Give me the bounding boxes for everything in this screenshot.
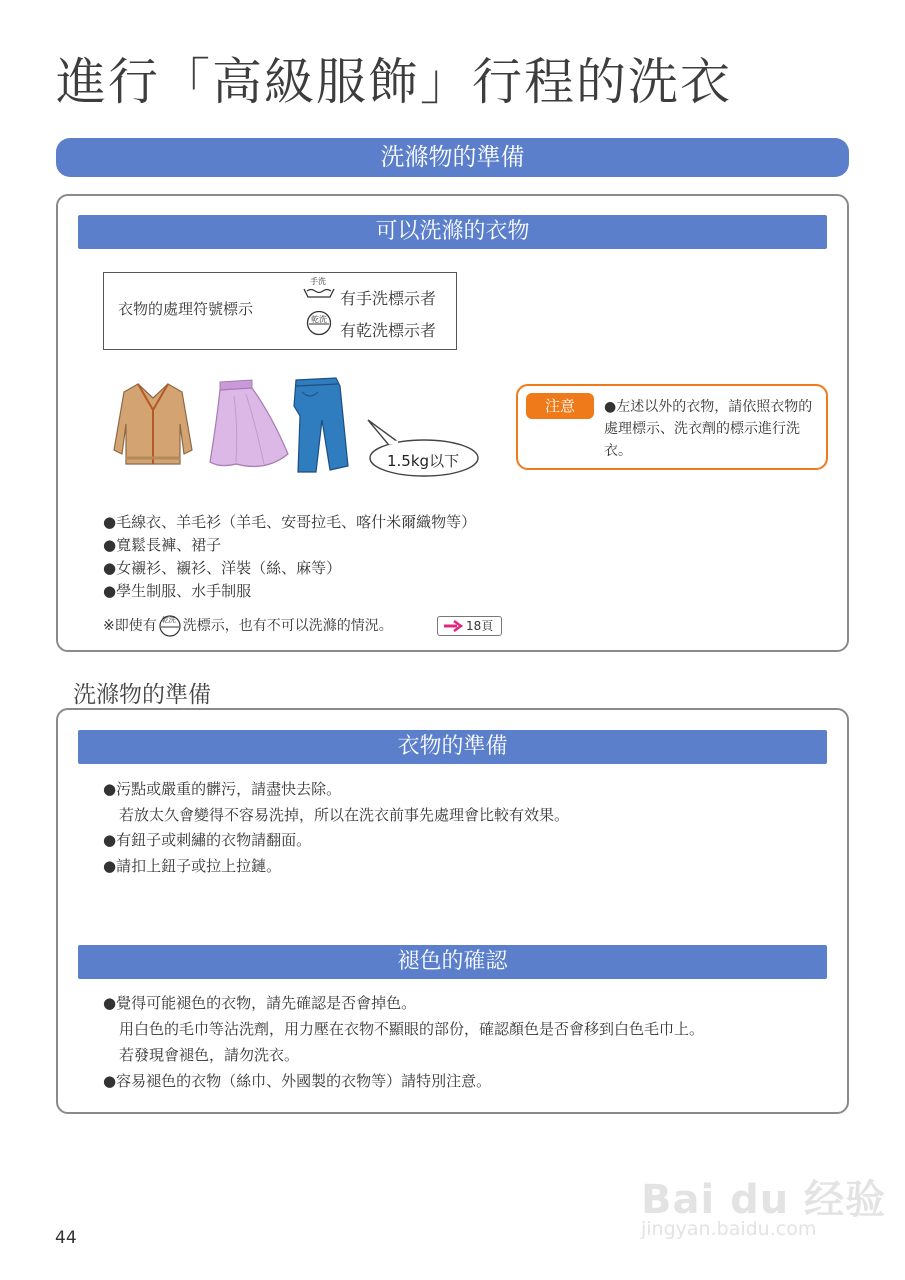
note-suffix: 洗標示，也有不可以洗滌的情況。 (182, 618, 393, 634)
dry-clean-icon (306, 310, 332, 336)
dry-clean-note (103, 614, 393, 640)
washable-item: ●學生制服、水手制服 (103, 582, 252, 600)
note-symbol-text: 乾洗 (161, 616, 176, 624)
jeans-illustration (292, 376, 352, 474)
hand-wash-icon-text: 手洗 (310, 277, 326, 286)
caution-text: ●左述以外的衣物，請依照衣物的處理標示、洗衣劑的標示進行洗衣。 (604, 399, 813, 459)
note-prefix: ※即使有 (103, 618, 157, 634)
clothes-prep-line: ●污點或嚴重的髒污，請盡快去除。 (103, 780, 342, 798)
page-reference-link[interactable] (437, 616, 502, 636)
fade-check-line: ●覺得可能褪色的衣物，請先確認是否會掉色。 (103, 994, 417, 1012)
dry-clean-label: 有乾洗標示者 (340, 321, 437, 340)
clothes-prep-line: ●有鈕子或刺繡的衣物請翻面。 (103, 831, 312, 849)
clothes-prep-line: 若放太久會變得不容易洗掉，所以在洗衣前事先處理會比較有效果。 (119, 806, 570, 824)
dry-clean-icon (157, 615, 183, 637)
washable-item: ●毛線衣、羊毛衫（羊毛、安哥拉毛、喀什米爾織物等） (103, 513, 477, 531)
washable-item: ●寬鬆長褲、裙子 (103, 536, 222, 554)
section-subheading: 洗滌物的準備 (73, 682, 211, 708)
arrow-right-icon (443, 620, 463, 632)
washable-item: ●女襯衫、襯衫、洋裝（絲、麻等） (103, 559, 342, 577)
fade-check-line: ●容易褪色的衣物（絲巾、外國製的衣物等）請特別注意。 (103, 1072, 492, 1090)
page-title: 進行「高級服飾」行程的洗衣 (56, 53, 732, 111)
caution-tag: 注意 (526, 393, 594, 419)
skirt-illustration (206, 376, 292, 470)
page-number: 44 (55, 1228, 77, 1248)
clothes-prep-line: ●請扣上鈕子或拉上拉鏈。 (103, 857, 282, 875)
watermark-logo: Bai du 经验 (641, 1177, 887, 1223)
watermark-url: jingyan.baidu.com (641, 1218, 817, 1240)
washable-clothes-heading: 可以洗滌的衣物 (78, 215, 827, 249)
clothes-prep-heading: 衣物的準備 (78, 730, 827, 764)
weight-limit: 1.5kg以下 (387, 452, 460, 470)
fade-check-heading: 褪色的確認 (78, 945, 827, 979)
fade-check-line: 用白色的毛巾等沾洗劑，用力壓在衣物不顯眼的部份，確認顏色是否會移到白色毛巾上。 (119, 1020, 705, 1038)
cardigan-illustration (110, 380, 196, 468)
section-banner: 洗滌物的準備 (56, 138, 849, 177)
fade-check-line: 若發現會褪色，請勿洗衣。 (119, 1046, 300, 1064)
hand-wash-label: 有手洗標示者 (340, 289, 437, 308)
page-reference-label: 18頁 (466, 619, 494, 633)
care-symbol-label: 衣物的處理符號標示 (118, 300, 254, 318)
dry-clean-icon-text: 乾洗 (311, 315, 327, 324)
hand-wash-icon (302, 276, 336, 300)
